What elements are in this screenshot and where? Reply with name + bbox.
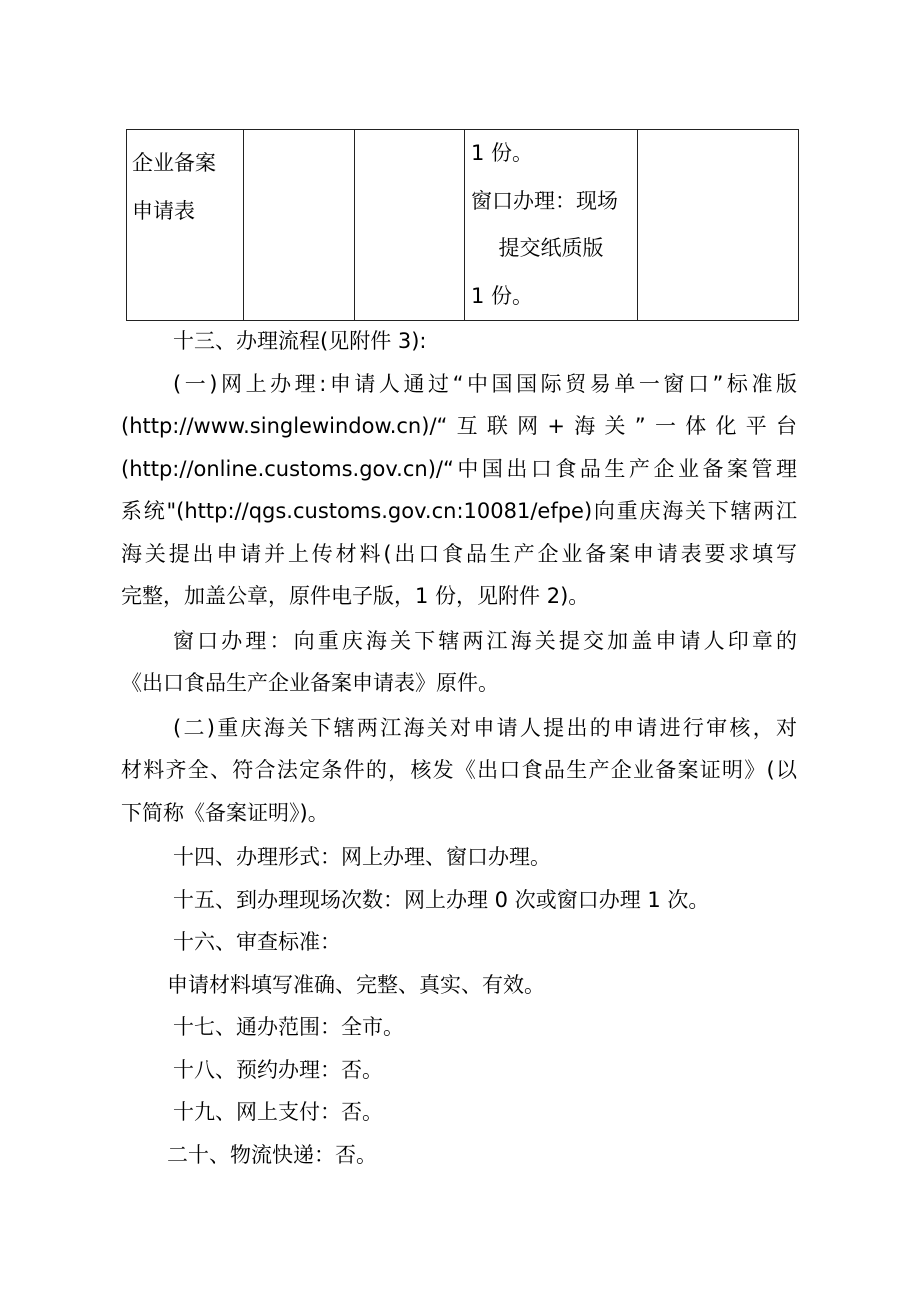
material-name-line: 企业备案 [132, 151, 216, 175]
paragraph-line: (http://online.customs.gov.cn)/“中国出口食品生产企业备案管理 [121, 456, 797, 481]
section-16-body: 申请材料填写准确、完整、真实、有效。 [167, 972, 545, 997]
paragraph-line: 材料齐全、符合法定条件的，核发《出口食品生产企业备案证明》(以 [121, 758, 797, 782]
table-cell-material-name [127, 130, 244, 321]
section-13-review-paragraph [121, 707, 797, 835]
paragraph-line: 完整，加盖公章，原件电子版，1 份，见附件 2)。 [121, 584, 590, 608]
table-cell-empty [244, 130, 355, 321]
section-16-title: 十六、审查标准： [173, 930, 341, 954]
submission-note-line: 1 份。 [471, 283, 534, 308]
submission-note-line: 窗口办理：现场 [471, 188, 618, 213]
table-cell-submission-notes [465, 130, 638, 321]
section-13-window-paragraph [121, 620, 797, 705]
section-19: 十九、网上支付：否。 [173, 1100, 383, 1124]
paragraph-line: 下简称《备案证明》)。 [121, 800, 329, 825]
materials-table [126, 129, 799, 321]
paragraph-line: 《出口食品生产企业备案申请表》原件。 [121, 671, 499, 695]
paragraph-line: (二)重庆海关下辖两江海关对申请人提出的申请进行审核，对 [173, 715, 797, 740]
material-name-line: 申请表 [132, 199, 195, 223]
submission-note-line: 1 份。 [471, 141, 534, 165]
paragraph-line: 窗口办理：向重庆海关下辖两江海关提交加盖申请人印章的 [173, 628, 797, 653]
table-cell-empty [355, 130, 465, 321]
paragraph-line: 海关提出申请并上传材料(出口食品生产企业备案申请表要求填写 [121, 541, 797, 566]
submission-note-line: 提交纸质版 [498, 236, 604, 260]
section-18: 十八、预约办理：否。 [173, 1057, 383, 1082]
paragraph-line: (http://www.singlewindow.cn)/“互联网+海关”一体化平台 [121, 414, 797, 438]
paragraph-line: 系统"(http://qgs.customs.gov.cn:10081/efpe)向重庆海关下辖两江 [121, 499, 797, 523]
section-13-online-paragraph [121, 363, 797, 618]
section-20: 二十、物流快递：否。 [167, 1142, 377, 1167]
document-body [121, 320, 797, 1176]
section-13-title: 十三、办理流程(见附件 3): [173, 329, 427, 353]
table-cell-empty [638, 130, 799, 321]
table-row [127, 130, 799, 321]
section-17: 十七、通办范围：全市。 [173, 1015, 404, 1039]
paragraph-line: (一)网上办理:申请人通过“中国国际贸易单一窗口”标准版 [173, 371, 797, 396]
section-14: 十四、办理形式：网上办理、窗口办理。 [173, 845, 551, 869]
section-15: 十五、到办理现场次数：网上办理 0 次或窗口办理 1 次。 [173, 887, 710, 912]
